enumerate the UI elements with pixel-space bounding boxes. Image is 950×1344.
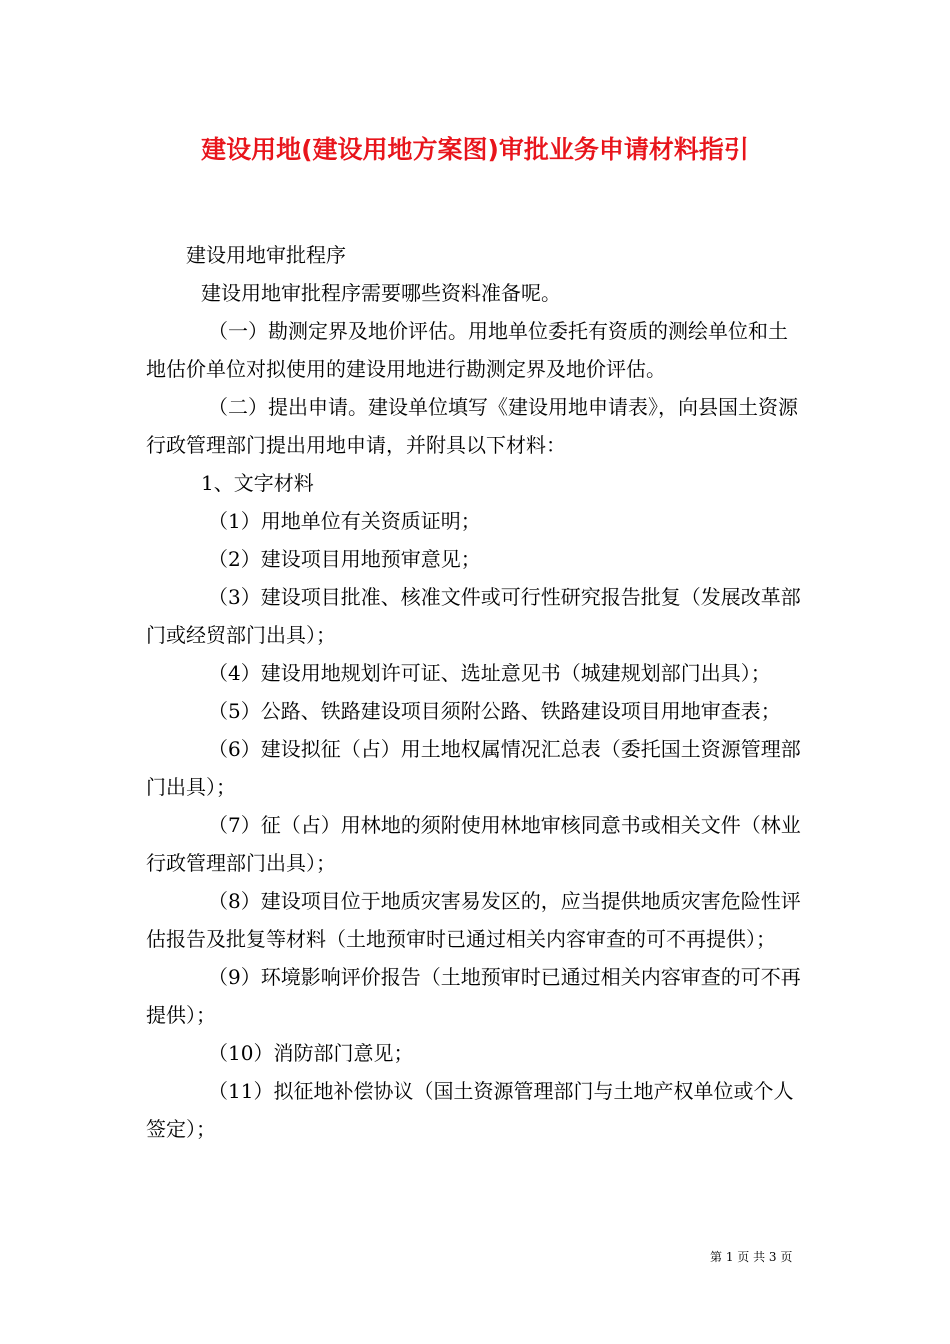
paragraph: 建设用地审批程序需要哪些资料准备呢。 xyxy=(201,281,561,305)
paragraph: （6）建设拟征（占）用土地权属情况汇总表（委托国土资源管理部门出具）； xyxy=(146,737,801,799)
paragraph: （10）消防部门意见； xyxy=(208,1041,414,1065)
paragraph: （8）建设项目位于地质灾害易发区的，应当提供地质灾害危险性评估报告及批复等材料（土地预审时已通过相关内容审查的可不再提供）； xyxy=(146,889,801,951)
paragraph: （2）建设项目用地预审意见； xyxy=(208,547,481,571)
paragraph: （一）勘测定界及地价评估。用地单位委托有资质的测绘单位和土地估价单位对拟使用的建设用地进行勘测定界及地价评估。 xyxy=(146,319,788,381)
paragraph: （5）公路、铁路建设项目须附公路、铁路建设项目用地审查表； xyxy=(208,699,781,723)
document-title: 建设用地(建设用地方案图)审批业务申请材料指引 xyxy=(201,135,749,164)
paragraph: （7）征（占）用林地的须附使用林地审核同意书或相关文件（林业行政管理部门出具）； xyxy=(146,813,801,875)
paragraph: （9）环境影响评价报告（土地预审时已通过相关内容审查的可不再提供）； xyxy=(146,965,801,1027)
paragraph: （3）建设项目批准、核准文件或可行性研究报告批复（发展改革部门或经贸部门出具）； xyxy=(146,585,801,647)
paragraph: 建设用地审批程序 xyxy=(186,243,346,267)
paragraph: 1、文字材料 xyxy=(201,471,314,495)
paragraph: （二）提出申请。建设单位填写《建设用地申请表》，向县国土资源行政管理部门提出用地申请，并附具以下材料： xyxy=(146,395,798,457)
page-number: 第 1 页 共 3 页 xyxy=(710,1250,793,1264)
paragraph: （11）拟征地补偿协议（国土资源管理部门与土地产权单位或个人签定）； xyxy=(146,1079,794,1141)
paragraph: （1）用地单位有关资质证明； xyxy=(208,509,481,533)
document-body xyxy=(146,236,806,1148)
paragraph: （4）建设用地规划许可证、选址意见书（城建规划部门出具）； xyxy=(208,661,771,685)
